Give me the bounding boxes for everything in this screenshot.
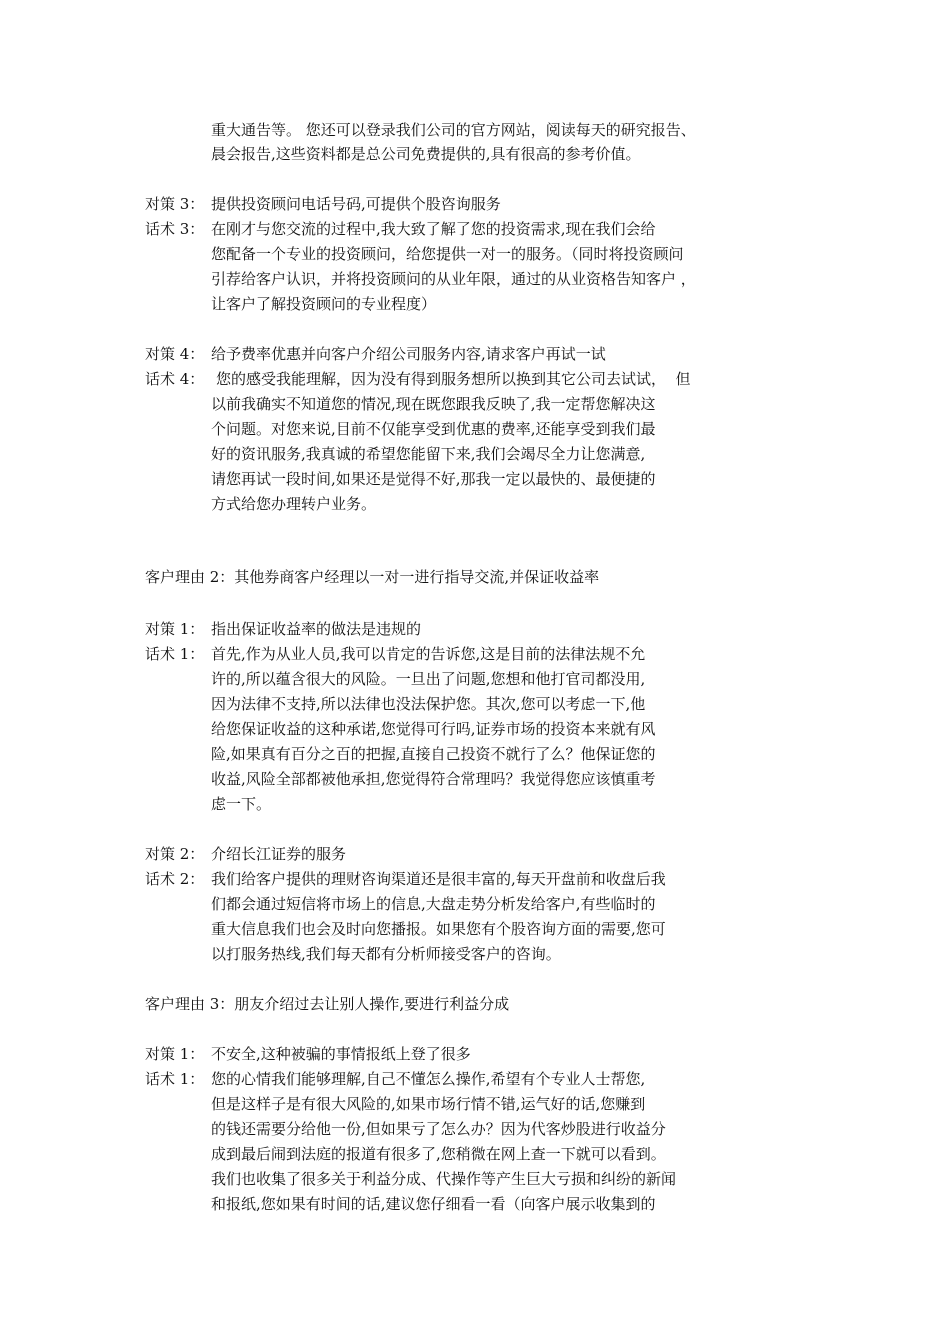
script-4-line: 请您再试一段时间,如果还是觉得不好,那我一定以最快的、最便捷的 bbox=[211, 470, 656, 488]
reason-2-script-2-line: 我们给客户提供的理财咨询渠道还是很丰富的,每天开盘前和收盘后我 bbox=[211, 870, 666, 888]
script-3-line: 引荐给客户认识，并将投资顾问的从业年限，通过的从业资格告知客户 ， bbox=[211, 270, 696, 288]
reason-2-script-2-label: 话术 2： bbox=[145, 870, 205, 888]
strategy-3-label: 对策 3： bbox=[145, 195, 205, 213]
reason-3-script-1-line: 的钱还需要分给他一份,但如果亏了怎么办？因为代客炒股进行收益分 bbox=[211, 1120, 666, 1138]
strategy-4-text: 给予费率优惠并向客户介绍公司服务内容,请求客户再试一试 bbox=[211, 345, 606, 363]
reason-2-heading: 客户理由 2：其他券商客户经理以一对一进行指导交流,并保证收益率 bbox=[145, 568, 600, 586]
reason-3-strategy-1-text: 不安全,这种被骗的事情报纸上登了很多 bbox=[211, 1045, 471, 1063]
strategy-3-text: 提供投资顾问电话号码,可提供个股咨询服务 bbox=[211, 195, 501, 213]
script-3-line: 在刚才与您交流的过程中,我大致了解了您的投资需求,现在我们会给 bbox=[211, 220, 656, 238]
script-4-line: 个问题。对您来说,目前不仅能享受到优惠的费率,还能享受到我们最 bbox=[211, 420, 656, 438]
reason-2-script-1-line: 首先,作为从业人员,我可以肯定的告诉您,这是目前的法律法规不允 bbox=[211, 645, 646, 663]
reason-2-script-1-line: 险,如果真有百分之百的把握,直接自己投资不就行了么？他保证您的 bbox=[211, 745, 656, 763]
reason-3-script-1-line: 和报纸,您如果有时间的话,建议您仔细看一看（向客户展示收集到的 bbox=[211, 1195, 656, 1213]
reason-2-script-1-label: 话术 1： bbox=[145, 645, 205, 663]
script-3-label: 话术 3： bbox=[145, 220, 205, 238]
reason-2-script-2-line: 重大信息我们也会及时向您播报。如果您有个股咨询方面的需要,您可 bbox=[211, 920, 666, 938]
script-4-line: 以前我确实不知道您的情况,现在既您跟我反映了,我一定帮您解决这 bbox=[211, 395, 656, 413]
reason-2-strategy-1-text: 指出保证收益率的做法是违规的 bbox=[211, 620, 422, 638]
reason-2-script-1-line: 收益,风险全部都被他承担,您觉得符合常理吗？我觉得您应该慎重考 bbox=[211, 770, 656, 788]
script-3-line: 您配备一个专业的投资顾问，给您提供一对一的服务。（同时将投资顾问 bbox=[211, 245, 684, 263]
intro-line: 晨会报告,这些资料都是总公司免费提供的,具有很高的参考价值。 bbox=[211, 145, 641, 163]
script-4-line: 好的资讯服务,我真诚的希望您能留下来,我们会竭尽全力让您满意, bbox=[211, 445, 646, 463]
reason-3-script-1-line: 成到最后闹到法庭的报道有很多了,您稍微在网上查一下就可以看到。 bbox=[211, 1145, 666, 1163]
reason-2-script-1-line: 虑一下。 bbox=[211, 795, 272, 813]
script-4-label: 话术 4： bbox=[145, 370, 205, 388]
reason-3-strategy-1-label: 对策 1： bbox=[145, 1045, 205, 1063]
reason-3-script-1-label: 话术 1： bbox=[145, 1070, 205, 1088]
reason-2-script-1-line: 许的,所以蕴含很大的风险。一旦出了问题,您想和他打官司都没用, bbox=[211, 670, 646, 688]
script-3-line: 让客户了解投资顾问的专业程度） bbox=[211, 295, 437, 313]
intro-line: 重大通告等。 您还可以登录我们公司的官方网站，阅读每天的研究报告、 bbox=[211, 121, 696, 139]
reason-2-strategy-2-text: 介绍长江证券的服务 bbox=[211, 845, 347, 863]
reason-3-script-1-line: 您的心情我们能够理解,自己不懂怎么操作,希望有个专业人士帮您, bbox=[211, 1070, 646, 1088]
reason-2-script-2-line: 们都会通过短信将市场上的信息,大盘走势分析发给客户,有些临时的 bbox=[211, 895, 656, 913]
reason-3-script-1-line: 但是这样子是有很大风险的,如果市场行情不错,运气好的话,您赚到 bbox=[211, 1095, 646, 1113]
reason-2-script-1-line: 因为法律不支持,所以法律也没法保护您。其次,您可以考虑一下,他 bbox=[211, 695, 646, 713]
strategy-4-label: 对策 4： bbox=[145, 345, 205, 363]
script-4-line: 方式给您办理转户业务。 bbox=[211, 495, 377, 513]
reason-3-script-1-line: 我们也收集了很多关于利益分成、代操作等产生巨大亏损和纠纷的新闻 bbox=[211, 1170, 677, 1188]
reason-2-strategy-2-label: 对策 2： bbox=[145, 845, 205, 863]
script-4-line: 您的感受我能理解，因为没有得到服务想所以换到其它公司去试试， 但 bbox=[216, 370, 691, 388]
reason-2-script-1-line: 给您保证收益的这种承诺,您觉得可行吗,证券市场的投资本来就有风 bbox=[211, 720, 656, 738]
reason-2-strategy-1-label: 对策 1： bbox=[145, 620, 205, 638]
reason-3-heading: 客户理由 3：朋友介绍过去让别人操作,要进行利益分成 bbox=[145, 995, 510, 1013]
reason-2-script-2-line: 以打服务热线,我们每天都有分析师接受客户的咨询。 bbox=[211, 945, 561, 963]
